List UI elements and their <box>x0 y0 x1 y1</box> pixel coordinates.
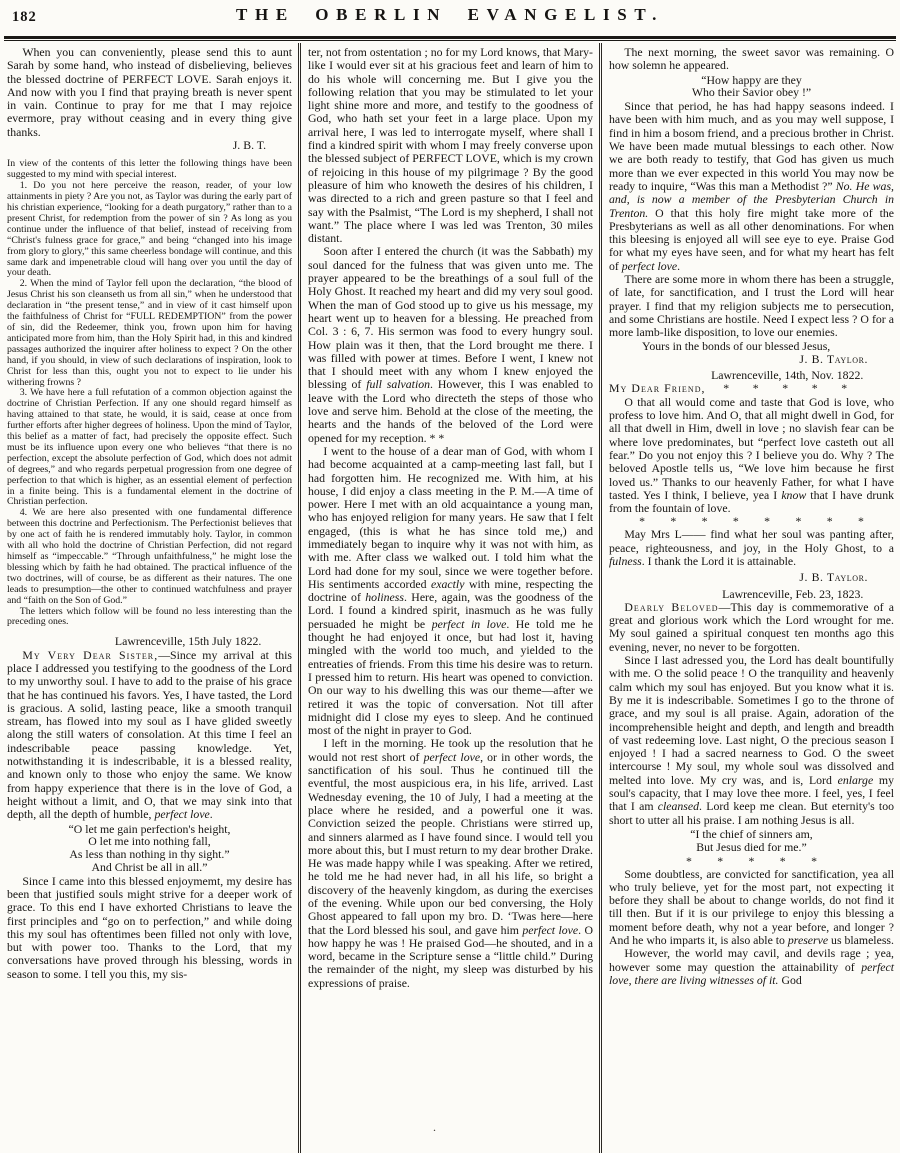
letter-paragraph: However, the world may cavil, and devils rage ; yea, however some may question the attainability of perfect love, there are living witnesses of it. God <box>609 946 894 987</box>
numbered-point: 4. We are here also presented with one fundamental difference between this doctrine and Perfectionism. The Perfectionist believes that by one act of faith he is rendered immutably holy. Taylor, in common with all who hold the doctrine of Christian Perfection, did not regard himself as “impeccable.” “Through unfaithfulness,” he might lose the blessing which by faith he had obtained. The practical influence of the two doctrines, will of course, be as different as their natures. The one leads to presumption—the other to continued watchfulness and prayer and “faith on the Son of God.” <box>7 507 292 606</box>
dateline: Lawrenceville, 15th July 1822. <box>114 634 262 649</box>
editorial-note: In view of the contents of this letter the following things have been suggested to my mind with special interest. <box>7 158 292 181</box>
page-title: THE OBERLIN EVANGELIST. <box>235 5 665 24</box>
numbered-point: 1. Do you not here perceive the reason, reader, of your low attainments in piety ? Are you not, as Taylor was during the early part of his christian experience, “looking for a death purgatory,” rather than to a present Christ, for redemption from the power of sin ? As long as you continue under the influence of that belief, instead of receiving from “Christ's fulness grace for grace,” and being “changed into his image from glory to glory,” this same cheerless bondage will continue, and this same dark and impenetrable cloud will hang over you until the day of your death. <box>7 180 292 279</box>
lead-small-caps: My Very Dear Sister, <box>22 647 159 662</box>
letter-paragraph: There are some more in whom there has been a struggle, of late, for sanctification, and I trust the Lord will hear prayer. I find that my religion subjects me to persecution, and some Christians are hostile. Need I expect less ? O for a more lamb-like disposition, to love our enemies. <box>609 272 894 340</box>
page-number: 182 <box>12 9 37 25</box>
verse <box>609 828 894 854</box>
stars-row: * * * * * * * * <box>639 514 864 529</box>
letter-paragraph: Some doubtless, are convicted for sanctification, yea all who truly believe, yet for the most part, not expecting it before they shall be about to change worlds, do not find it till then. But if it is our privilege to enjoy this blessing a moment before death, why not a year before, and longer ? And he who imparts it, is also able to preserve us blameless. <box>609 866 894 947</box>
letter-paragraph: May Mrs L—— find what her soul was panting after, peace, righteousness, and joy, in the Holy Ghost, to a fulness. I thank the Lord it is attainable. <box>609 527 894 568</box>
column-layout <box>0 43 900 1153</box>
ink-mark: . <box>433 1120 436 1134</box>
letter-paragraph: Since that period, he has had happy seasons indeed. I have been with him much, and as you may well suppose, I find in him a bosom friend, and a precious brother in Christ. We have been made mutual blessings to each other. Now we are both ready to testify, that God has given us much more than we ever expected in this world You may now be ready to inquire, “Was this man a Methodist ?” No. He was, and, is now a member of the Presbyterian Church in Trenton. O that this holy fire might take more of the Presbyterians as well as all other denominations. For when this bleesing is enjoyed all will see eye to eye. Praise God for what my eyes have seen, and for what my heart has felt of perfect love. <box>609 99 894 273</box>
column-1 <box>0 43 298 1153</box>
letter-paragraph: Since I came into this blessed enjoymemt, my desire has been that justified souls might strive for a deeper work of grace. To this end I have exhorted Christians to leave the first principles and “go on to perfection,” and while doing this my soul has oftentimes been filled not only with love, but with power too. Thanks to the Lord, that my conversations have proved through his blessing, words in season to some. I tell you this, my sis- <box>7 873 292 981</box>
dateline: Lawrenceville, Feb. 23, 1823. <box>722 586 864 601</box>
letter-paragraph: When you can conveniently, please send this to aunt Sarah by some hand, who instead of disbelieving, believes the blessed doctrine of PERFECT LOVE. Sarah enjoys it. And now with you I find that praying breath is never spent in vain. Continue to pray for me that I may rejoice evermore, pray without ceasing and in every thing give thanks. <box>7 45 292 139</box>
numbered-point: 3. We have here a full refutation of a common objection against the doctrine of Christian Perfection. If any one should regard himself as having attained to that state, he would, it is said, cease at once from further efforts after higher degrees of holiness. Upon the mind of Taylor, this belief as a matter of fact, had precisely the opposite effect. Such must be its influence upon every one who believes “that there is no perfection, except the absolute perfection of God, which does not admit of degrees,” and who regards perpetual progression from one degree of perfection to that which is higher, as an essential element of perfection in a finite being. This is a fundamental element in the doctrine of Christian perfection. <box>7 387 292 508</box>
column-2 <box>298 43 599 1153</box>
dateline: Lawrenceville, 14th, Nov. 1822. <box>711 368 864 383</box>
letter-paragraph: The next morning, the sweet savor was remaining. O how solemn he appeared. <box>609 45 894 73</box>
signature: J. B. Taylor. <box>799 351 869 366</box>
letter-paragraph: I left in the morning. He took up the resolution that he would not rest short of perfect love, or in other words, the sanctification of his soul. Thus he continued till the eventful, the most auspicious era, in his life, arrived. Last Wednesday evening, the 10 of July, I had a meeting at the place where he resided, and a powerful one it was. Conviction seized the people. Christians were stirred up, and sinners alarmed as I have found since. I would tell you more about this, but I must return to my dear brother Drake. He was made happy while I was speaking. After we retired, he told me he had never had, in all his life, so bright a discovery of the heavenly kingdom, as during the exercises of the evening. While upon our bed conversing, the Holy Ghost appeared to fall upon my bro. D. ‘Twas here—here that the Lord blessed his soul, and gave him perfect love. O how happy he was ! He praised God—he shouted, and in a word, became in the Scripture sense a “little child.” During the remainder of the night, my sleep was disturbed by his expressions of praise. <box>308 736 593 990</box>
letter-paragraph: I went to the house of a dear man of God, with whom I had become acquainted at a camp-meeting last fall, but I had forgotten him. He recognized me. With him, at his house, I did enjoy a class meeting in the P. M.—A time of power. Here I met with an old acquaintance a young man, who has enjoyed religion for many years. He saw that I felt engaged, (this is what he has since told me,) and immediately began to inquire why it was not with him, as with me. After class we walked out. I told him what the Lord had done for my soul, since we were together before. His sentiments accorded exactly with mine, respecting the doctrine of holiness. Here, again, was the goodness of the Lord. I found a kindred spirit, inasmuch as he was fully persuaded he might be perfect in love. He told me he thought he had enjoyed it once, but had lost it, having mingled with the world too much, and yielded to the entreaties of friends. From this time his desire was to return. I pressed him to return. His heart was opened to conviction. On our way to his dwelling this was our theme—after we retired it was the topic of conversation. Not till after midnight did I close my eyes to sleep. And he continued most of the night in prayer to God. <box>308 443 594 738</box>
numbered-point: 2. When the mind of Taylor fell upon the declaration, “the blood of Jesus Christ his son cleanseth us from all sin,” when he understood that declaration in “the present tense,” and in view of it cast himself upon the faithfulness of Christ for “FULL REDEMPTION” from the power of sin, did the Redeemer, think you, frown upon him for having anticipated more from him, than the Holy Spirit had, in this and kindred passages authorized the inquirer after holiness to expect ? On the other hand, if you should, in view of such declarations of inspiration, look to Christ for less than this, ought you not to expect to lie under his withering frowns ? <box>7 278 292 388</box>
letter-paragraph: Dearly Beloved—This day is commemorative of a great and glorious work which the Lord wrought for me. My soul gained a spiritual conquest ten months ago this evening, never, no never to be forgotten. <box>609 599 894 654</box>
page-header <box>0 0 900 35</box>
verse-line: And Christ be all in all.” <box>91 859 208 874</box>
verse <box>7 823 292 874</box>
closing-line: Yours in the bonds of our blessed Jesus, <box>642 338 831 353</box>
letter-paragraph: O that all would come and taste that God is love, who profess to love him. And O, that all might dwell in God, for all that dwell in Him, dwell in love ; no slavish fear can be where love predominates, but “perfect love casteth out all fear.” Do you not enjoy this ? I believe you do. Why ? The beloved Apostle tells us, “We love him because he first loved us.” Thanks to our heavenly Father, for what I have tasted. Yes I think, I believe, yea I know that I have drunk from the fountain of love. <box>609 394 894 516</box>
lead-small-caps: Dearly Beloved <box>624 599 719 614</box>
salutation: My Dear Friend, * * * * * <box>609 381 848 396</box>
letter-paragraph: Soon after I entered the church (it was the Sabbath) my soul danced for the fulness that was given unto me. The prayer appeared to be the breathings of a soul full of the Holy Ghost. It reached my heart and did my very soul good. When the man of God stood up to give us his message, my heart went up to heaven for a blessing. He preached from Col. 3 : 6, 7. His sermon was food to every hungry soul. How plain was it then, that the Lord brought me there. I was filled with power at times. Before I went, I knew not that I should meet with any whom I knew enjoyed the blessing of full salvation. However, this I was enabled to leave with the Lord who directeth the steps of those who love and serve him. Behold at the close of the meeting, the hearts and the hands of the beloved of the Lord were opened for my reception. * * <box>308 244 593 445</box>
verse-line: “I the chief of sinners am, <box>690 826 813 841</box>
stars-row: * * * * * <box>686 853 817 868</box>
verse-line: Who their Savior obey !” <box>691 85 812 100</box>
signature: J. B. T. <box>232 138 267 153</box>
editorial-note: The letters which follow will be found no less interesting than the preceding ones. <box>7 605 292 628</box>
letter-paragraph: ter, not from ostentation ; no for my Lord knows, that Mary-like I would ever sit at his gracious feet and learn of him to do his whole will concerning me. But I give you the following relation that you may be stimulated to let your light shine more and more, and testify to the goodness of God, who hath set your feet in a large place. Upon my arrival here, I was led to interrogate myself, where shall I find a kindred spirit with whom I may freely converse upon the blessed subject of PERFECT LOVE, which is my crown of rejoicing in this house of my pilgrimage ? By the good pleasure of him who knoweth the desires of his children, I was directed to a rich and green pasture so that I feel and say with the Psalmist, “The Lord is my shepherd, I shall not want.” The place where I was led was Trenton, 30 miles distant. <box>308 45 593 246</box>
signature: J. B. Taylor. <box>799 570 869 585</box>
lead-small-caps: My Dear Friend, <box>609 381 706 396</box>
verse-line: As less than nothing in thy sight.” <box>69 847 230 862</box>
verse-line: But Jesus died for me.” <box>696 839 807 854</box>
letter-paragraph: Since I last adressed you, the Lord has dealt bountifully with me. O the solid peace ! O the tranquility and heavenly calm which my soul has enjoyed. But you know what it is. By me it is indescribable. Sometimes I go to the throne of grace, and my soul is all praise. Again, adoration of the incomprehensible height and depth, and length and breadth of vast redeeming love. Last night, O the precious season I enjoyed ! I had a sacred nearness to God. O the sweet intercourse ! My soul, my whole soul was dissolved and melted into love. My cry was, and is, Lord enlarge my soul's capacity, that I may love thee more. I feel, yes, I feel that I am cleansed. Lord keep me clean. But eternity's too short to utter all his praise. I am nothing Jesus is all. <box>609 653 894 827</box>
header-rule-thin <box>4 40 896 41</box>
verse-line: “O let me gain perfection's height, <box>68 821 231 836</box>
header-rule-thick <box>4 36 896 39</box>
verse-line: “How happy are they <box>701 72 802 87</box>
verse-line: O let me into nothing fall, <box>88 834 211 849</box>
letter-paragraph: My Very Dear Sister,—Since my arrival at this place I addressed you testifying to the goodness of the Lord to my unworthy soul. I have to add to the praise of his grace that he has continued his favors. Yes, I have tasted, the Lord is gracious. A solid, lasting peace, like a smooth tranquil stream, has flowed into my soul as I have glided sweetly along the still waters of consolation. At this time I feel an indescribable peace passing knowledge. Yet, notwithstanding it is indescribable, it is a blessed reality, and known only to those who enjoy the same. We know from happy experience that there is in the love of God, a height without a limit, and O, that we may sink into that depth, all the depth of humble, perfect love. <box>7 647 292 822</box>
verse <box>609 74 894 100</box>
column-3 <box>599 43 900 1153</box>
